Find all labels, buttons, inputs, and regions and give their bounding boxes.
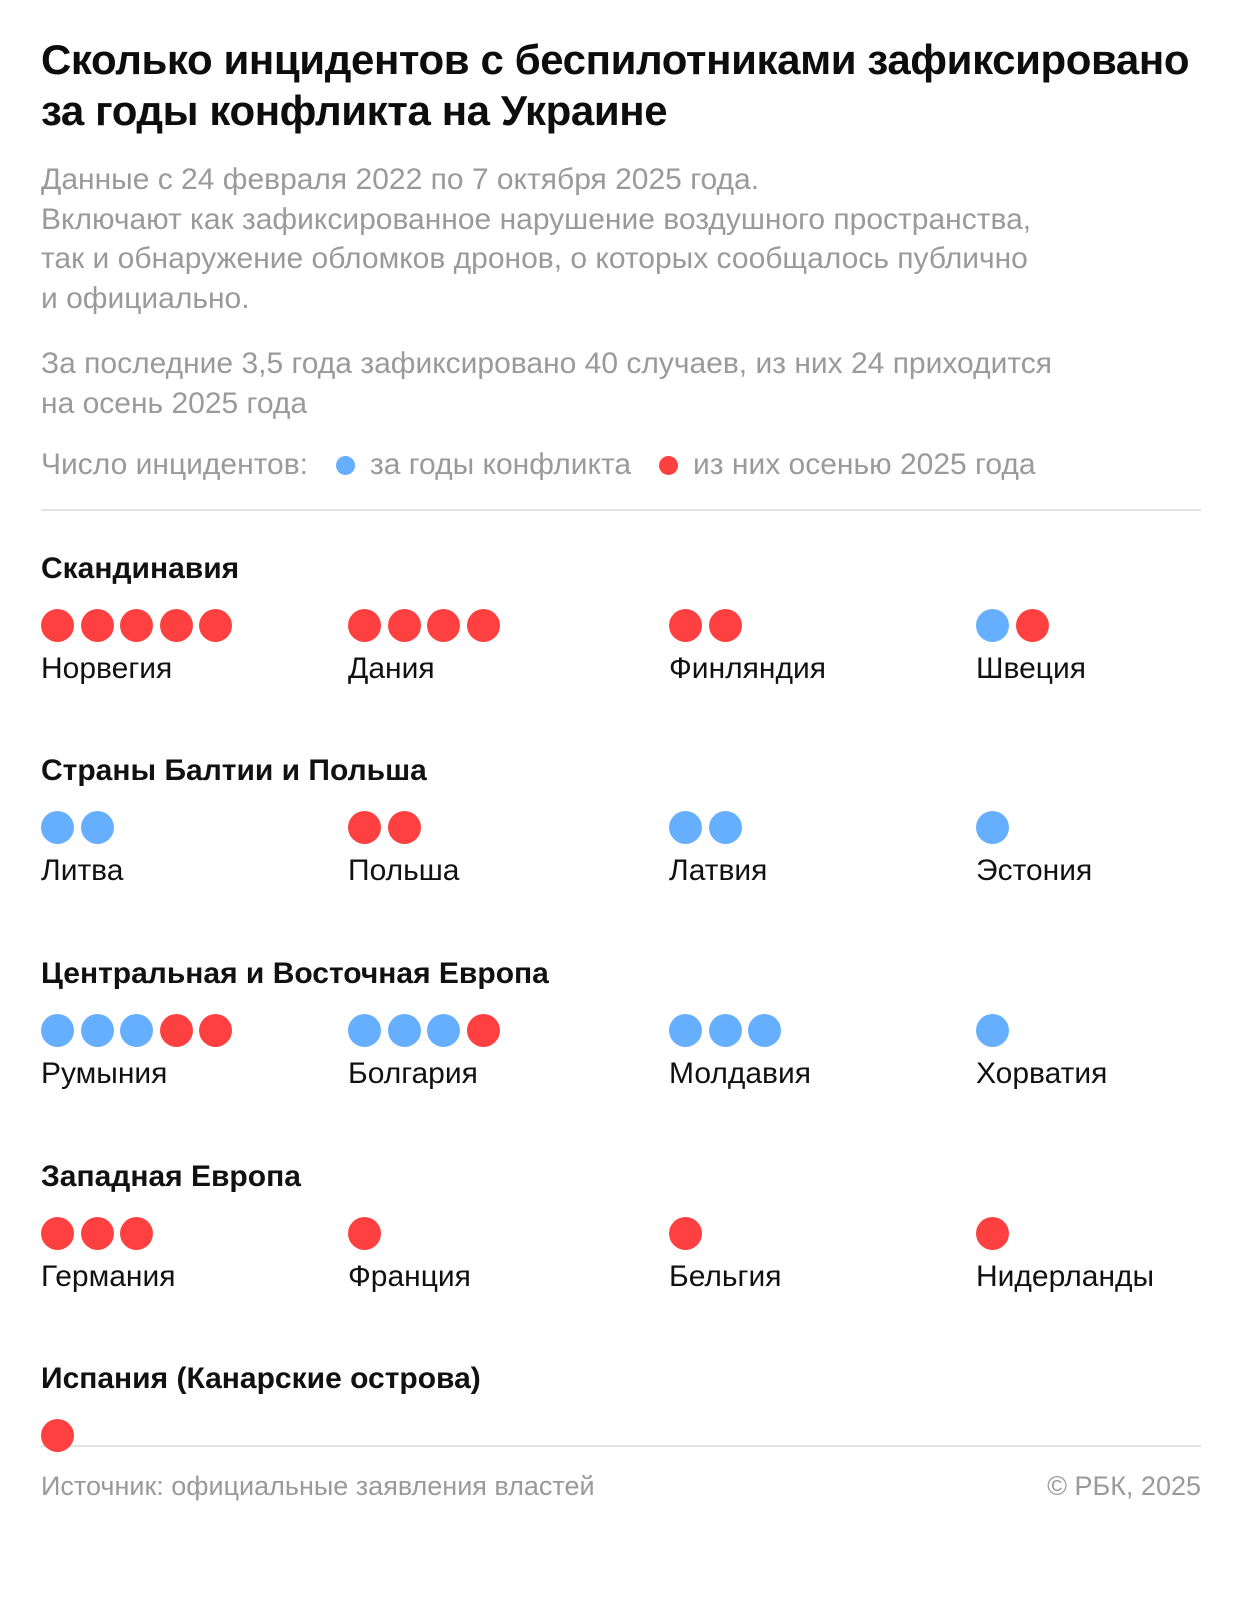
dot-autumn-2025: [120, 609, 153, 642]
dot-conflict-years: [669, 811, 702, 844]
legend-item-label: из них осенью 2025 года: [693, 448, 1036, 481]
incident-dots: [348, 609, 506, 643]
dot-autumn-2025: [41, 1217, 74, 1250]
dot-conflict-years: [748, 1014, 781, 1047]
country-name: Финляндия: [669, 652, 826, 685]
incident-dots: [976, 1217, 1154, 1251]
country-item: [976, 1014, 1107, 1092]
region-block: [41, 916, 1201, 1119]
note-line: За последние 3,5 года зафиксировано 40 случаев, из них 24 приходится: [41, 347, 1052, 380]
country-item: [348, 609, 506, 687]
country-item: [669, 1014, 811, 1092]
dot-autumn-2025: [81, 1217, 114, 1250]
legend-item-total: [336, 445, 631, 485]
country-item: [976, 609, 1086, 687]
country-name: Литва: [41, 854, 124, 887]
legend-item-label: за годы конфликта: [370, 448, 632, 481]
legend-dot-total: [336, 456, 355, 475]
dot-autumn-2025: [199, 609, 232, 642]
incident-dots: [41, 1217, 176, 1251]
region-title: Страны Балтии и Польша: [41, 754, 427, 787]
country-item: [669, 609, 826, 687]
dot-conflict-years: [976, 811, 1009, 844]
country-item: [976, 811, 1092, 889]
legend-label: Число инцидентов:: [41, 448, 308, 481]
country-name: Польша: [348, 854, 460, 887]
dot-autumn-2025: [120, 1217, 153, 1250]
country-name: Франция: [348, 1260, 471, 1293]
dot-autumn-2025: [709, 609, 742, 642]
subtitle-line: Включают как зафиксированное нарушение воздушного пространства,: [41, 202, 1032, 236]
dot-autumn-2025: [427, 609, 460, 642]
country-item: [41, 609, 239, 687]
dot-autumn-2025: [81, 609, 114, 642]
country-item: [41, 1014, 239, 1092]
subtitle-line: Данные с 24 февраля 2022 по 7 октября 2025 года.: [41, 163, 760, 196]
country-name: Болгария: [348, 1057, 478, 1090]
source-note: Источник: официальные заявления властей: [41, 1471, 595, 1501]
subtitle-line: и официально.: [41, 281, 250, 315]
country-name: Эстония: [976, 854, 1093, 887]
dot-autumn-2025: [160, 609, 193, 642]
chart-title: Сколько инцидентов с беспилотниками зафиксировано за годы конфликта на Украине: [41, 36, 1190, 134]
dot-conflict-years: [427, 1014, 460, 1047]
dot-autumn-2025: [348, 609, 381, 642]
subtitle-line: так и обнаружение обломков дронов, о которых сообщалось публично: [41, 242, 1028, 275]
dot-conflict-years: [81, 811, 114, 844]
dot-conflict-years: [348, 1014, 381, 1047]
country-name: Дания: [348, 652, 435, 685]
incident-dots: [669, 609, 826, 643]
country-item: [348, 1217, 471, 1295]
legend-dot-autumn: [659, 456, 678, 475]
region-block: [41, 1321, 1201, 1445]
chart-note: [41, 344, 1201, 423]
dot-autumn-2025: [348, 811, 381, 844]
country-name: Хорватия: [976, 1057, 1108, 1090]
country-name: Латвия: [669, 854, 768, 887]
region-block: [41, 713, 1201, 916]
dot-conflict-years: [41, 1014, 74, 1047]
incident-dots: [976, 1014, 1107, 1048]
dot-autumn-2025: [160, 1014, 193, 1047]
region-title: Скандинавия: [41, 552, 240, 585]
country-name: Молдавия: [669, 1057, 811, 1090]
chart-subtitle: [41, 160, 1201, 318]
country-name: Бельгия: [669, 1260, 782, 1293]
country-item: [976, 1217, 1154, 1295]
dot-conflict-years: [709, 1014, 742, 1047]
dot-conflict-years: [976, 1014, 1009, 1047]
country-item: [41, 811, 123, 889]
dot-conflict-years: [709, 811, 742, 844]
note-line: на осень 2025 года: [41, 386, 308, 420]
dot-autumn-2025: [388, 811, 421, 844]
incident-dots: [348, 811, 459, 845]
region-title: Испания (Канарские острова): [41, 1362, 481, 1395]
country-name: Нидерланды: [976, 1260, 1155, 1293]
incident-dots: [669, 1014, 811, 1048]
incident-dots: [41, 1014, 239, 1048]
dot-autumn-2025: [669, 1217, 702, 1250]
region-title: Западная Европа: [41, 1160, 301, 1193]
dot-conflict-years: [120, 1014, 153, 1047]
region-block: [41, 1119, 1201, 1321]
country-item: [348, 1014, 506, 1092]
dot-autumn-2025: [1016, 609, 1049, 642]
dot-autumn-2025: [388, 609, 421, 642]
dot-autumn-2025: [41, 1419, 74, 1452]
incident-dots: [348, 1217, 471, 1251]
country-name: Швеция: [976, 652, 1086, 685]
country-name: Норвегия: [41, 652, 173, 685]
dot-conflict-years: [81, 1014, 114, 1047]
incident-dots: [669, 1217, 781, 1251]
incident-dots: [976, 811, 1092, 845]
dot-autumn-2025: [467, 1014, 500, 1047]
divider-bottom: [41, 1445, 1201, 1447]
dot-autumn-2025: [348, 1217, 381, 1250]
country-name: Германия: [41, 1260, 176, 1293]
infographic: [41, 34, 1201, 1503]
incident-dots: [348, 1014, 506, 1048]
footer: [41, 1469, 1201, 1503]
incident-dots: [669, 811, 767, 845]
dot-conflict-years: [669, 1014, 702, 1047]
incident-dots: [41, 609, 239, 643]
regions-grid: [41, 511, 1201, 1445]
country-item: [348, 811, 459, 889]
incident-dots: [41, 1419, 81, 1453]
dot-autumn-2025: [467, 609, 500, 642]
country-item: [41, 1419, 81, 1453]
dot-conflict-years: [388, 1014, 421, 1047]
legend-item-autumn: [659, 445, 1035, 485]
dot-autumn-2025: [41, 609, 74, 642]
copyright: © РБК, 2025: [1047, 1471, 1201, 1501]
dot-autumn-2025: [976, 1217, 1009, 1250]
country-item: [669, 811, 767, 889]
incident-dots: [41, 811, 123, 845]
country-name: Румыния: [41, 1057, 168, 1090]
incident-dots: [976, 609, 1086, 643]
dot-autumn-2025: [199, 1014, 232, 1047]
dot-autumn-2025: [669, 609, 702, 642]
region-block: [41, 511, 1201, 713]
country-item: [41, 1217, 176, 1295]
dot-conflict-years: [41, 811, 74, 844]
legend: [41, 445, 1201, 485]
dot-conflict-years: [976, 609, 1009, 642]
country-item: [669, 1217, 781, 1295]
region-title: Центральная и Восточная Европа: [41, 957, 549, 990]
